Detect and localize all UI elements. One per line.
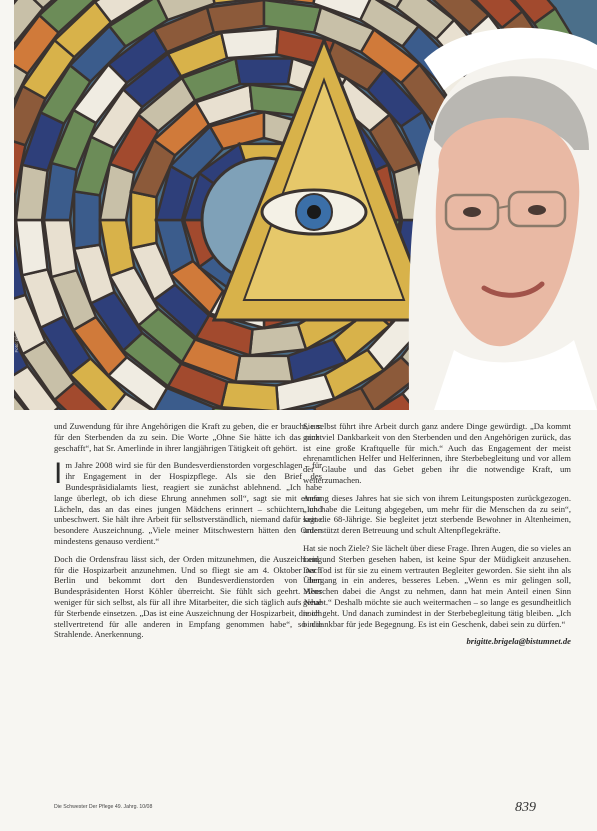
glass-tile xyxy=(74,191,100,248)
header-photo xyxy=(14,0,597,410)
paragraph: Doch die Ordensfrau lässt sich, der Orden mitzunehmen, die Auszeichnung für die Hospizarbeit anzunehmen. Und so fliegt sie am 4. Oktober nach Berlin und bekommt dort den Bundesverdienstorden von dem Bundespräsidenten Horst Köhler überreicht. Sie fühlt sich geehrt. Aber weniger für sich selbst, als für all ihre Mitarbeiter, die sich täglich aufs Neue für Sterbende einsetzen. „Das ist eine Auszeichnung der Hospizarbeit, die ich stellvertretend für alle anderen in Empfang genommen habe“, so die Strahlende. Anerkennung. xyxy=(54,553,322,640)
glass-tile xyxy=(236,356,293,382)
article-column-right xyxy=(303,421,571,654)
author-email: brigitte.brigela@bistumnet.de xyxy=(466,636,571,647)
paragraph: Sie selbst führt ihre Arbeit durch ganz andere Dinge gewürdigt. „Da kommt ganz viel Dankbarkeit von den Sterbenden und den Angehörigen zurück, das ist eine große Kraftquelle für mich.“ Auch das Engagement der meist ehrenamtlichen Helfer und Helferinnen, ihre Sterbebegleitung und vor allem der Glaube und das Gebet geben ihr die notwendige Kraft, um weiterzumachen. xyxy=(303,421,571,485)
glass-tile xyxy=(221,29,278,59)
photo-credit: Foto: privat xyxy=(14,330,19,353)
paragraph: und Zuwendung für ihre Angehörigen die Kraft zu geben, die er braucht, um für den Sterbenden da zu sein. Die Worte „Ohne Sie hätte ich das nicht geschafft“, hat Sr. Amerlinde in ihrer langjährigen Tätigkeit oft gehört. xyxy=(54,421,322,453)
drop-cap: I xyxy=(54,457,63,491)
paragraph-with-dropcap xyxy=(54,457,322,546)
nun-eye-right xyxy=(528,205,546,215)
page-footer: Die Schwester Der Pflege 49. Jahrg. 10/08 xyxy=(54,804,153,810)
glass-tile xyxy=(16,165,48,220)
paragraph-text: m Jahre 2008 wird sie für den Bundesverdienstorden vorgeschlagen – für ihr Engagement in der Hospizpflege. Als sie den Brief des Bundespräsidialamts liest, reagiert sie zunächst ablehnend. „Ich habe lange überlegt, ob ich diese Ehrung annehmen soll“, sagt sie mit einem Lächeln, das an das eines jungen Mädchens erinnert – schüchtern und unbeschwert. Sie hält ihre Arbeit für selbstverständlich, niemand dafür keine besondere Auszeichnung. „Viele meiner Mitschwestern hätten den Orden mindestens genauso verdient.“ xyxy=(54,460,322,546)
article-column-left xyxy=(54,421,322,647)
paragraph: Anfang dieses Jahres hat sie sich von ihrem Leitungsposten zurückgezogen. „Ich habe die Leitung abgegeben, um mehr für die Menschen da zu sein“, sagt die 68-Jährige. Sie begleitet jetzt sterbende Bewohner in Altenheimen, unterstützt deren Betreuung und schult Altenpflegekräfte. xyxy=(303,492,571,536)
stained-glass-portrait-image xyxy=(14,0,597,410)
glass-tile xyxy=(236,58,293,84)
glass-tile xyxy=(250,325,306,356)
glass-tile xyxy=(16,220,48,275)
page-number: 839 xyxy=(515,800,536,815)
paragraph: Hat sie noch Ziele? Sie lächelt über diese Frage. Ihren Augen, die so vieles an Leid und Sterben gesehen haben, ist keine Spur der Müdigkeit anzusehen. Der Tod ist für sie zu einem vertrauten Begleiter geworden. Sie sieht ihn als Übergang in ein anderes, besseres Leben. „Wenn es mir gelingen soll, Menschen dabei die Angst zu nehmen, dann hat mein Anteil einen Sinn gehabt.“ Deshalb möchte sie auch weitermachen – so lange es gesundheitlich noch geht. Und danach zumindest in der Sterbebegleitung tätig bleiben. „Ich bin dankbar für jede Begegnung. Es ist ein Geschenk, dabei sein zu dürfen.“ xyxy=(303,542,571,629)
nun-eye-left xyxy=(463,207,481,217)
glass-tile xyxy=(131,192,156,249)
glass-tile xyxy=(221,382,278,410)
eye-pupil xyxy=(307,205,321,219)
